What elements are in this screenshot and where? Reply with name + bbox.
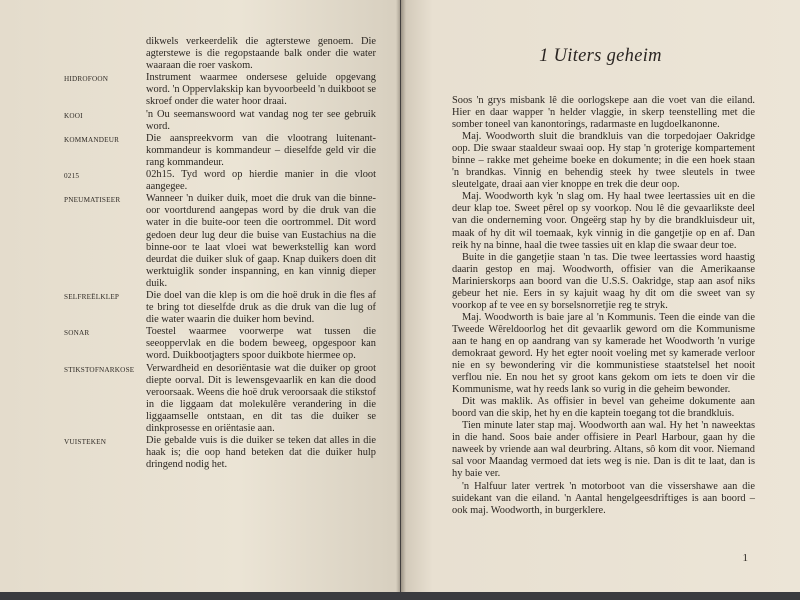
chapter-body: [452, 95, 755, 517]
glossary-entry: [64, 435, 376, 471]
glossary-term: STIKSTOFNARKOSE: [64, 365, 135, 374]
paragraph: 'n Halfuur later vertrek 'n motorboot van die vissershawe aan die suidekant van die eiland. 'n Aantal hengelgeesdriftiges is aan boord – ook maj. Woodworth, in burgerklere.: [452, 480, 755, 516]
paragraph: Soos 'n grys misbank lê die oorlogskepe aan die voet van die eiland. Hier en daar wapper 'n helder vlaggie, in skerp teenstelling met die somber toneel van kanontorings, radarmaste en lugdoelkanonne.: [452, 95, 755, 131]
glossary-definition: 02h15. Tyd word op hierdie manier in die vloot aangegee.: [146, 169, 376, 193]
glossary-entry: [64, 193, 376, 290]
glossary-definition: Toestel waarmee voorwerpe wat tussen die seeoppervlak en die bodem beweeg, opgespoor kan word. Duikbootjagters spoor duikbote hiermee op.: [146, 326, 376, 362]
glossary-definition: Wanneer 'n duiker duik, moet die druk van die binne-oor voortdurend aangepas word by die druk van die water in die buite-oor teen die oortrommel. Dit word gedoen deur lug deur die buise van Eustachius na die binne-oor te laat vloei wat bewerkstellig kan word deurdat die duiker sluk of gaap. Knap duikers doen dit werktuiglik sonder inspanning, en kan vinnig dieper duik.: [146, 193, 376, 289]
chapter-title: 1 Uiters geheim: [539, 46, 662, 66]
glossary-definition: Instrument waarmee ondersese geluide opgevang word. 'n Oppervlakskip kan byvoorbeeld 'n duikboot se skroef onder die water hoor draai.: [146, 72, 376, 108]
page-number: 1: [742, 552, 748, 564]
glossary-term: PNEUMATISEER: [64, 196, 121, 205]
glossary: [64, 36, 376, 471]
glossary-term: 0215: [64, 172, 80, 181]
book-gutter: [396, 0, 406, 600]
background-edge: [0, 592, 800, 600]
paragraph: Tien minute later stap maj. Woodworth aan wal. Hy het 'n naweektas in die hand. Soos baie ander offisiere in Pearl Harbour, gaan hy die naweek by vriende aan wal deurbring. Altans, sô kom dit voor. Niemand sal voor Maandag vermoed dat iets weg is nie. Dan is dit te laat, dan is hy baie ver.: [452, 420, 755, 480]
paragraph: Dit was maklik. As offisier in bevel van geheime dokumente aan boord van die skip, het hy en die kaptein toegang tot die brandkluis.: [452, 396, 755, 420]
glossary-entry: [64, 169, 376, 193]
paragraph: Maj. Woodworth is baie jare al 'n Kommunis. Teen die einde van die Tweede Wêreldoorlog het dit gevaarlik geword om die Kommunisme aan te hang en op aandrang van sy kamerade het Woodworth 'n vurige demokraat geword. Hy het egter nooit voeling met sy kamerade verloor nie en sy bewondering vir die kommunistiese staatstelsel het nooit verflou nie. En nou het sy groot kans gekom om iets te doen vir die Kommunisme, wat hy reeds lank so vurig in die geheim bewonder.: [452, 311, 755, 396]
glossary-entry: [64, 326, 376, 362]
glossary-definition: Die aanspreekvorm van die vlootrang luitenant-kommandeur is kommandeur – dieselfde geld vir die rang kommandeur.: [146, 132, 376, 168]
glossary-entry: [64, 109, 376, 133]
glossary-definition: Die doel van die klep is om die hoë druk in die fles af te bring tot dieselfde druk as die druk van die lug of die water waarin die duiker hom bevind.: [146, 289, 376, 326]
glossary-entry: [64, 290, 376, 326]
paragraph: Buite in die gangetjie staan 'n tas. Die twee leertassies word haastig daarin gestop en maj. Woodworth, offisier van die Amerikaanse Marinierskorps aan boord van die U.S.S. Oakridge, stap aan asof niks gebeur het nie. Eers in sy kajuit waag hy dit om die sweet van sy voorkop af te vee en sy borselsnorretjie reg te stryk.: [452, 251, 755, 311]
glossary-term: VUISTEKEN: [64, 438, 107, 447]
paragraph: Maj. Woodworth sluit die brandkluis van die torpedojaer Oakridge oop. Die swaar staaldeur swaai oop. Hy stap 'n groterige kompartement binne – rakke met geheime boeke en dokumente; in die een hoek staan 'n brandkas. Vinnig en behendig steek hy twee sleutels in twee sleutelgate, draai aan vier knoppe en trek die deur oop.: [452, 131, 755, 191]
glossary-term: SELFREËLKLEP: [64, 292, 120, 301]
glossary-entry: [64, 133, 376, 169]
paragraph: Maj. Woodworth kyk 'n slag om. Hy haal twee leertassies uit en die deur klap toe. Sweet pêrel op sy voorkop. Nou lê die gevaarlikste deel van die onderneming voor. Ongeërg stap hy by die brandkluisdeur uit, maak of hy dit wil toemaak, kyk vinnig in die gangetjie op en af. Dan reik hy na binne, haal die twee tassies uit en klap die swaar deur toe.: [452, 191, 755, 251]
glossary-definition: 'n Ou seemanswoord wat vandag nog ter see gebruik word.: [146, 108, 376, 132]
glossary-definition: Verwardheid en desoriëntasie wat die duiker op groot diepte oorval. Dit is lewensgevaarlik en kan die dood veroorsaak. Weens die hoë druk veroorsaak die stikstof in die liggaam dat molekulêre verandering in die liggaamselle ontstaan, en dit tas die duiker se dinkprosesse en oriëntasie aan.: [146, 362, 376, 434]
glossary-continuation: dikwels verkeerdelik die agterstewe genoem. Die agterstewe is die regopstaande balk onder die water waaraan die roer vaskom.: [146, 36, 376, 72]
glossary-term: HIDROFOON: [64, 75, 109, 84]
glossary-term: KOOI: [64, 111, 83, 120]
glossary-term: KOMMANDEUR: [64, 135, 120, 144]
glossary-term: SONAR: [64, 329, 90, 338]
glossary-entry: [64, 72, 376, 108]
glossary-definition: Die gebalde vuis is die duiker se teken dat alles in die haak is; die oop hand beteken dat die duiker hulp dringend nodig het.: [146, 435, 376, 471]
glossary-entry: [64, 363, 376, 436]
